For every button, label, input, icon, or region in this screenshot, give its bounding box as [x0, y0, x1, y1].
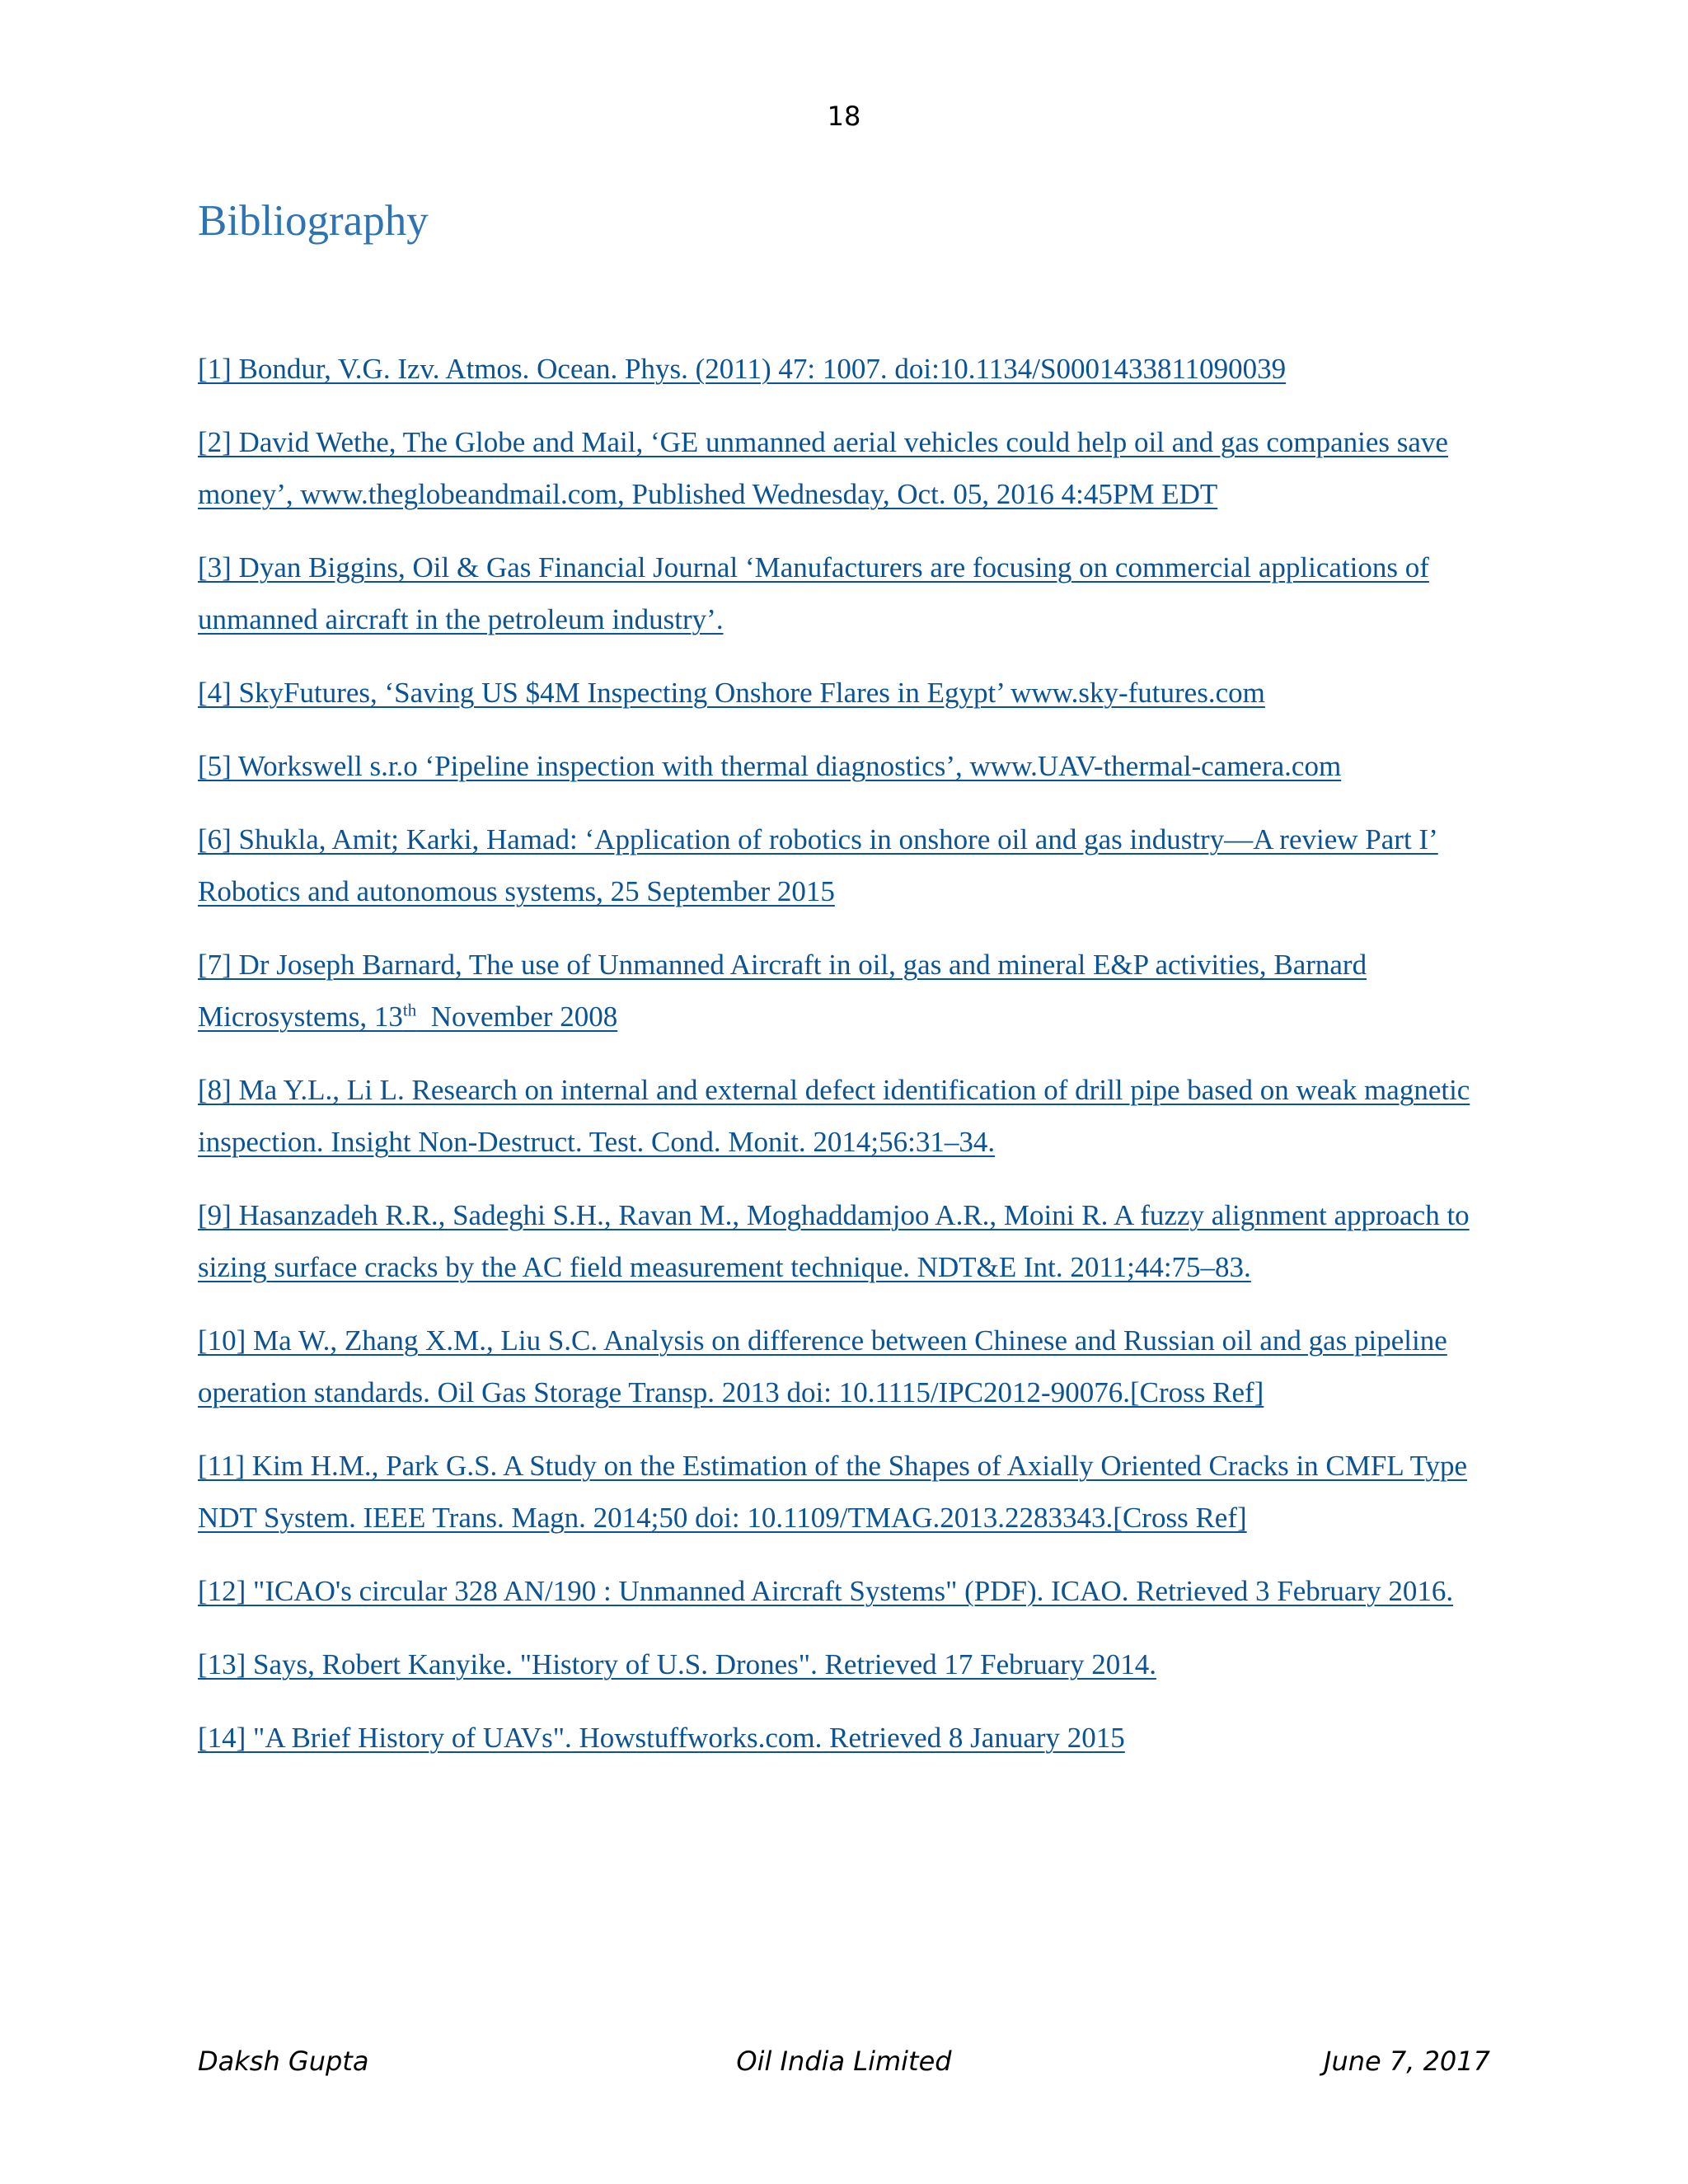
bibliography-entry-7: [198, 939, 1500, 1043]
bibliography-link-7[interactable]: [198, 949, 1367, 1033]
bibliography-entry-4: [198, 667, 1500, 719]
bibliography-link-2[interactable]: [2] David Wethe, The Globe and Mail, ‘GE unmanned aerial vehicles could help oil and gas companies save money’, www.theglobeandmail.com, Published Wednesday, Oct. 05, 2016 4:45PM EDT: [198, 426, 1448, 510]
bibliography-link-14[interactable]: [14] "A Brief History of UAVs". Howstuffworks.com. Retrieved 8 January 2015: [198, 1722, 1125, 1754]
bibliography-link-12[interactable]: [12] "ICAO's circular 328 AN/190 : Unmanned Aircraft Systems" (PDF). ICAO. Retrieved 3 February 2016.: [198, 1575, 1454, 1607]
footer-author: Daksh Gupta: [198, 2046, 369, 2077]
bibliography-entry-14: [198, 1712, 1500, 1764]
bibliography-link-11[interactable]: [11] Kim H.M., Park G.S. A Study on the Estimation of the Shapes of Axially Oriented Cracks in CMFL Type NDT System. IEEE Trans. Magn. 2014;50 doi: 10.1109/TMAG.2013.2283343.[Cross Ref]: [198, 1450, 1468, 1534]
bibliography-entry-2: [198, 416, 1500, 520]
bibliography-entry-9: [198, 1189, 1500, 1293]
bibliography-link-5[interactable]: [5] Workswell s.r.o ‘Pipeline inspection with thermal diagnostics’, www.UAV-thermal-camera.com: [198, 750, 1342, 782]
entry-7-text-before: [7] Dr Joseph Barnard, The use of Unmanned Aircraft in oil, gas and mineral E&P activities, Barnard Microsystems, 13: [198, 949, 1367, 1033]
page-number: 18: [827, 101, 861, 132]
bibliography-entry-5: [198, 740, 1500, 792]
footer-organization: Oil India Limited: [736, 2046, 952, 2077]
entry-7-ordinal-suffix: th: [402, 1000, 417, 1020]
bibliography-link-10[interactable]: [10] Ma W., Zhang X.M., Liu S.C. Analysis on difference between Chinese and Russian oil and gas pipeline operation standards. Oil Gas Storage Transp. 2013 doi: 10.1115/IPC2012-90076.[Cross Ref]: [198, 1324, 1447, 1408]
bibliography-link-9[interactable]: [9] Hasanzadeh R.R., Sadeghi S.H., Ravan M., Moghaddamjoo A.R., Moini R. A fuzzy alignment approach to sizing surface cracks by the AC field measurement technique. NDT&E Int. 2011;44:75–83.: [198, 1199, 1470, 1283]
footer-date: June 7, 2017: [1324, 2046, 1490, 2077]
bibliography-list: [198, 343, 1500, 1785]
bibliography-entry-10: [198, 1315, 1500, 1418]
bibliography-entry-12: [198, 1565, 1500, 1617]
bibliography-link-3[interactable]: [3] Dyan Biggins, Oil & Gas Financial Journal ‘Manufacturers are focusing on commercial applications of unmanned aircraft in the petroleum industry’.: [198, 551, 1429, 635]
bibliography-link-6[interactable]: [6] Shukla, Amit; Karki, Hamad: ‘Application of robotics in onshore oil and gas industry—A review Part I’ Robotics and autonomous systems, 25 September 2015: [198, 823, 1438, 907]
bibliography-entry-6: [198, 813, 1500, 917]
bibliography-entry-1: [198, 343, 1500, 395]
page-title: Bibliography: [198, 197, 429, 245]
bibliography-entry-8: [198, 1064, 1500, 1168]
bibliography-entry-11: [198, 1440, 1500, 1544]
bibliography-entry-3: [198, 541, 1500, 645]
bibliography-link-13[interactable]: [13] Says, Robert Kanyike. "History of U.S. Drones". Retrieved 17 February 2014.: [198, 1648, 1156, 1680]
bibliography-link-8[interactable]: [8] Ma Y.L., Li L. Research on internal and external defect identification of drill pipe based on weak magnetic inspection. Insight Non-Destruct. Test. Cond. Monit. 2014;56:31–34.: [198, 1074, 1470, 1158]
entry-7-text-after: November 2008: [416, 1001, 618, 1033]
bibliography-entry-13: [198, 1638, 1500, 1690]
bibliography-link-4[interactable]: [4] SkyFutures, ‘Saving US $4M Inspecting Onshore Flares in Egypt’ www.sky-futures.com: [198, 677, 1265, 709]
bibliography-link-1[interactable]: [1] Bondur, V.G. Izv. Atmos. Ocean. Phys. (2011) 47: 1007. doi:10.1134/S0001433811090039: [198, 353, 1287, 385]
